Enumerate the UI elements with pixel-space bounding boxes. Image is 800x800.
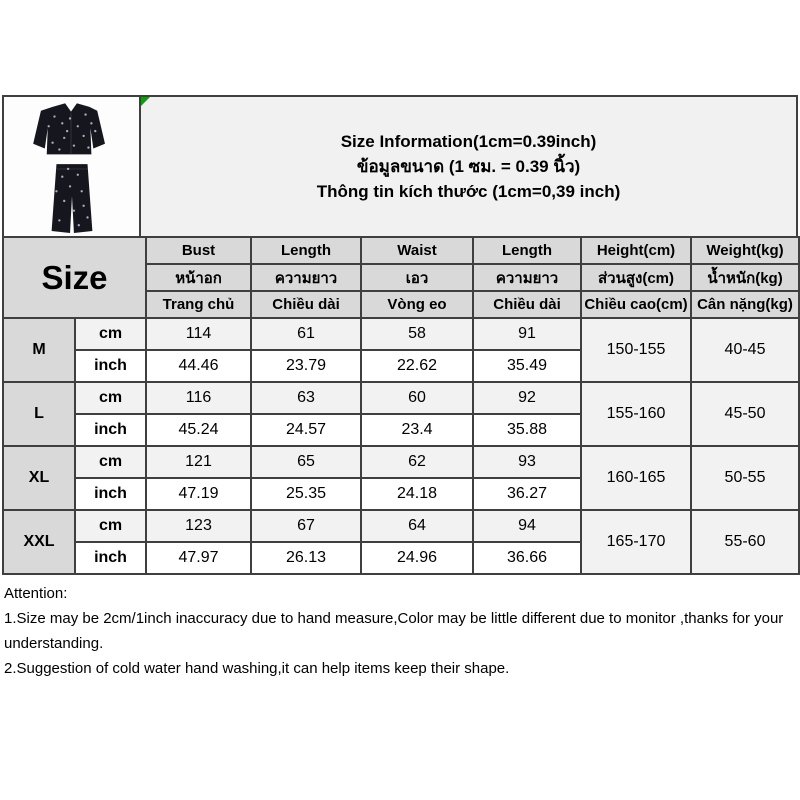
l-height: 155-160 bbox=[581, 382, 691, 446]
xxl-cm-waist: 64 bbox=[361, 510, 473, 542]
attention-line-1: 1.Size may be 2cm/1inch inaccuracy due to hand measure,Color may be little different due to monitor ,thanks for your understanding. bbox=[4, 610, 784, 652]
unit-cm: cm bbox=[75, 318, 146, 350]
size-corner-header: Size bbox=[3, 237, 146, 318]
pajama-icon bbox=[6, 97, 137, 236]
xxl-weight: 55-60 bbox=[691, 510, 799, 574]
row-xl-cm bbox=[3, 446, 799, 478]
xl-inch-waist: 24.18 bbox=[361, 478, 473, 510]
col-length1-en: Length bbox=[251, 237, 361, 264]
xl-inch-length1: 25.35 bbox=[251, 478, 361, 510]
xl-weight: 50-55 bbox=[691, 446, 799, 510]
unit-cm: cm bbox=[75, 382, 146, 414]
title-box bbox=[141, 95, 798, 238]
col-weight-vi: Cân nặng(kg) bbox=[691, 291, 799, 318]
col-weight-th: น้ำหนัก(kg) bbox=[691, 264, 799, 291]
col-bust-vi: Trang chủ bbox=[146, 291, 251, 318]
col-waist-th: เอว bbox=[361, 264, 473, 291]
xxl-height: 165-170 bbox=[581, 510, 691, 574]
l-inch-length2: 35.88 bbox=[473, 414, 581, 446]
col-height-th: ส่วนสูง(cm) bbox=[581, 264, 691, 291]
col-length1-th: ความยาว bbox=[251, 264, 361, 291]
m-cm-bust: 114 bbox=[146, 318, 251, 350]
size-label-xxl: XXL bbox=[3, 510, 75, 574]
m-inch-bust: 44.46 bbox=[146, 350, 251, 382]
xxl-inch-waist: 24.96 bbox=[361, 542, 473, 574]
row-xxl-cm bbox=[3, 510, 799, 542]
attention-line-2: 2.Suggestion of cold water hand washing,it can help items keep their shape. bbox=[4, 660, 510, 677]
l-inch-bust: 45.24 bbox=[146, 414, 251, 446]
col-height-en: Height(cm) bbox=[581, 237, 691, 264]
m-weight: 40-45 bbox=[691, 318, 799, 382]
col-bust-th: หน้าอก bbox=[146, 264, 251, 291]
attention-heading: Attention: bbox=[4, 585, 68, 602]
unit-cm: cm bbox=[75, 446, 146, 478]
m-inch-length1: 23.79 bbox=[251, 350, 361, 382]
size-table bbox=[2, 236, 800, 575]
xl-cm-length1: 65 bbox=[251, 446, 361, 478]
l-cm-waist: 60 bbox=[361, 382, 473, 414]
l-inch-length1: 24.57 bbox=[251, 414, 361, 446]
header-row-english bbox=[3, 237, 799, 264]
col-length2-en: Length bbox=[473, 237, 581, 264]
xxl-cm-length1: 67 bbox=[251, 510, 361, 542]
l-cm-length1: 63 bbox=[251, 382, 361, 414]
xxl-inch-length2: 36.66 bbox=[473, 542, 581, 574]
col-waist-vi: Vòng eo bbox=[361, 291, 473, 318]
col-length2-vi: Chiều dài bbox=[473, 291, 581, 318]
product-image bbox=[2, 95, 141, 238]
green-corner-icon bbox=[141, 97, 150, 106]
xl-cm-waist: 62 bbox=[361, 446, 473, 478]
unit-inch: inch bbox=[75, 478, 146, 510]
unit-cm: cm bbox=[75, 510, 146, 542]
row-l-cm bbox=[3, 382, 799, 414]
m-inch-length2: 35.49 bbox=[473, 350, 581, 382]
xl-cm-bust: 121 bbox=[146, 446, 251, 478]
xxl-inch-length1: 26.13 bbox=[251, 542, 361, 574]
unit-inch: inch bbox=[75, 350, 146, 382]
xxl-cm-bust: 123 bbox=[146, 510, 251, 542]
xl-cm-length2: 93 bbox=[473, 446, 581, 478]
size-label-l: L bbox=[3, 382, 75, 446]
size-label-m: M bbox=[3, 318, 75, 382]
col-waist-en: Waist bbox=[361, 237, 473, 264]
xl-height: 160-165 bbox=[581, 446, 691, 510]
size-label-xl: XL bbox=[3, 446, 75, 510]
l-cm-bust: 116 bbox=[146, 382, 251, 414]
col-length2-th: ความยาว bbox=[473, 264, 581, 291]
l-inch-waist: 23.4 bbox=[361, 414, 473, 446]
top-section bbox=[2, 95, 798, 238]
col-weight-en: Weight(kg) bbox=[691, 237, 799, 264]
xxl-cm-length2: 94 bbox=[473, 510, 581, 542]
col-length1-vi: Chiều dài bbox=[251, 291, 361, 318]
col-bust-en: Bust bbox=[146, 237, 251, 264]
col-height-vi: Chiều cao(cm) bbox=[581, 291, 691, 318]
xl-inch-length2: 36.27 bbox=[473, 478, 581, 510]
xl-inch-bust: 47.19 bbox=[146, 478, 251, 510]
m-cm-length2: 91 bbox=[473, 318, 581, 350]
m-cm-length1: 61 bbox=[251, 318, 361, 350]
m-height: 150-155 bbox=[581, 318, 691, 382]
l-cm-length2: 92 bbox=[473, 382, 581, 414]
m-inch-waist: 22.62 bbox=[361, 350, 473, 382]
unit-inch: inch bbox=[75, 414, 146, 446]
l-weight: 45-50 bbox=[691, 382, 799, 446]
attention-note bbox=[2, 577, 798, 681]
title-thai: ข้อมูลขนาด (1 ซม. = 0.39 นิ้ว) bbox=[356, 157, 581, 176]
m-cm-waist: 58 bbox=[361, 318, 473, 350]
title-english: Size Information(1cm=0.39inch) bbox=[340, 132, 597, 151]
xxl-inch-bust: 47.97 bbox=[146, 542, 251, 574]
row-m-cm bbox=[3, 318, 799, 350]
unit-inch: inch bbox=[75, 542, 146, 574]
title-vietnamese: Thông tin kích thước (1cm=0,39 inch) bbox=[316, 182, 621, 201]
